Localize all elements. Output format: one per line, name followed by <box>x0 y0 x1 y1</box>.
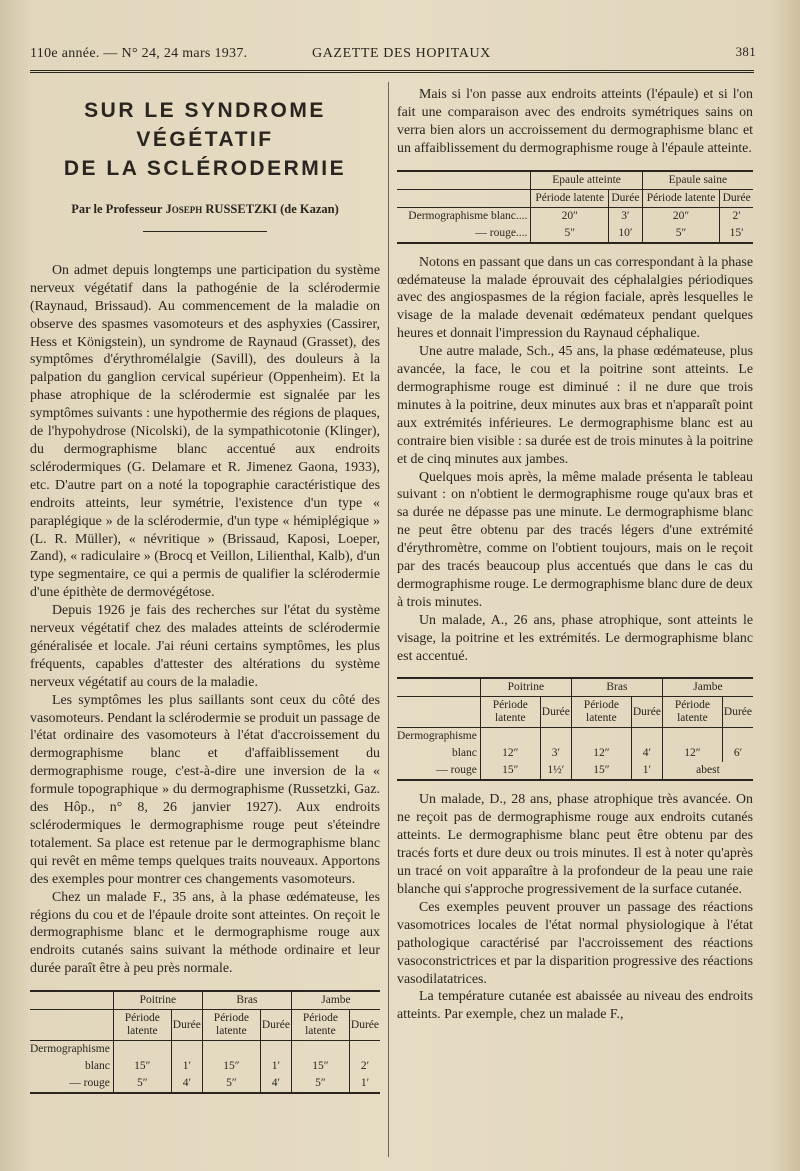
table-left-dermographism <box>30 990 380 1094</box>
cell: 4′ <box>631 745 662 762</box>
cell: 2′ <box>720 207 753 225</box>
cell: 10′ <box>609 225 643 243</box>
table-row <box>30 1058 380 1075</box>
author-last-name: RUSSETZKI <box>205 202 277 216</box>
group-header: Jambe <box>291 991 380 1010</box>
cell: 12″ <box>571 745 631 762</box>
page-header <box>30 44 756 64</box>
table-row <box>397 745 753 762</box>
cell: 4′ <box>171 1075 202 1093</box>
cell: 3′ <box>609 207 643 225</box>
group-header: Poitrine <box>480 678 571 697</box>
cell: 5″ <box>113 1075 171 1093</box>
cell: 20″ <box>642 207 720 225</box>
group-header: Jambe <box>662 678 753 697</box>
cell: 15″ <box>571 762 631 780</box>
page-number: 381 <box>735 44 756 59</box>
paragraph: Notons en passant que dans un cas correspondant à la phase œdémateuse la malade éprouvait des céphalalgies périodiques avec des angiospasmes de la région faciale, après lesquelles le visage de la malade devenait œdémateux pendant quelques heures et donnait l'impression du Raynaud céphalique. <box>397 254 753 342</box>
paragraph: Depuis 1926 je fais des recherches sur l'état du système nerveux végétatif chez des malades atteints de sclérodermie généralisée et locale. J'ai réuni certains symptômes, les plus fréquents, capables d'attester des altérations du système nerveux végétatif au cours de la maladie. <box>30 603 380 690</box>
subheader-duration: Durée <box>540 697 571 728</box>
table-row <box>397 207 753 225</box>
subheader-duration: Durée <box>349 1010 380 1041</box>
cell: 15″ <box>113 1058 171 1075</box>
paragraph: Chez un malade F., 35 ans, à la phase œdémateuse, les régions du cou et de l'épaule droite sont atteintes. On reçoit le dermographisme blanc et le dermographisme rouge aux endroits cutanés sains suivant la méthode ordinaire et leur durée paraît être à peu près normale. <box>30 889 380 977</box>
paragraph: Un malade, D., 28 ans, phase atrophique très avancée. On ne reçoit pas de dermographisme rouge aux endroits cutanés atteints. Le dermographisme blanc peut être obtenu par des tracés forts et dure deux ou trois minutes. Il est à noter qu'après un tracé on voit apparaître à la profondeur de la peau une raie blanche qui s'approche progressivement de la surface cutanée. <box>397 792 753 897</box>
row-label: — rouge <box>436 764 477 777</box>
group-header: Bras <box>571 678 662 697</box>
row-label: — rouge <box>69 1077 110 1090</box>
row-label-main: Dermographisme <box>397 730 477 743</box>
row-label-main: Dermographisme <box>30 1043 110 1056</box>
cell: 6′ <box>722 745 753 762</box>
subheader-latency: Période latente <box>642 189 720 207</box>
author-rule <box>143 231 267 232</box>
cell: 3′ <box>540 745 571 762</box>
author-place: (de Kazan) <box>280 202 339 216</box>
right-column <box>397 86 753 1024</box>
table-row <box>30 1075 380 1093</box>
paragraph: Un malade, A., 26 ans, phase atrophique, sont atteints le visage, la poitrine et les extrémités. Le dermographisme blanc est accentué. <box>397 612 753 664</box>
journal-name: GAZETTE DES HOPITAUX <box>312 46 491 61</box>
row-label: — rouge.... <box>475 226 528 239</box>
cell: 12″ <box>480 745 540 762</box>
cell: 5″ <box>202 1075 260 1093</box>
title-line-2: DE LA SCLÉRODERMIE <box>63 157 347 180</box>
cell: 15″ <box>202 1058 260 1075</box>
subheader-duration: Durée <box>631 697 662 728</box>
cell: 1′ <box>349 1075 380 1093</box>
cell: 12″ <box>662 745 722 762</box>
cell: 5″ <box>531 225 609 243</box>
paragraph: La température cutanée est abaissée au niveau des endroits atteints. Par exemple, chez un malade F., <box>397 989 753 1023</box>
cell: 1′ <box>171 1058 202 1075</box>
subheader-duration: Durée <box>260 1010 291 1041</box>
header-rule <box>30 70 754 74</box>
group-header: Epaule saine <box>642 171 753 190</box>
subheader-duration: Durée <box>171 1010 202 1041</box>
cell: 1½′ <box>540 762 571 780</box>
cell: 15″ <box>291 1058 349 1075</box>
row-label: blanc <box>84 1060 110 1073</box>
cell: 5″ <box>291 1075 349 1093</box>
article-title <box>30 96 380 183</box>
subheader-latency: Période latente <box>480 697 540 728</box>
subheader-duration: Durée <box>609 189 643 207</box>
paragraph: Ces exemples peuvent prouver un passage des réactions vasomotrices locales de l'état normal physiologique à l'état pathologique caractérisé par l'accroissement des réactions vasoconstrictrices et par la disparition progressive des réactions vasodilatatrices. <box>397 899 753 987</box>
cell: 20″ <box>531 207 609 225</box>
subheader-latency: Période latente <box>662 697 722 728</box>
subheader-latency: Période latente <box>291 1010 349 1041</box>
paragraph: Quelques mois après, la même malade présenta le tableau suivant : on n'obtient le dermographisme rouge qu'aux bras et sa durée ne dépasse pas une minute. Le dermographisme blanc ne peut être obtenu par des tracés légers d'une extrémité d'érythromètre, comme on l'obtient toujours, mais on le reçoit par des tracés beaucoup plus accentués que dans le cas du dermographisme rouge. Le dermographisme blanc dure de deux à trois minutes. <box>397 469 753 610</box>
article-author <box>30 201 380 219</box>
paragraph: Une autre malade, Sch., 45 ans, la phase œdémateuse, plus avancée, la face, le cou et la poitrine sont atteints. Le dermographisme rouge est diminué : il ne dure que trois minutes à la poitrine, deux minutes aux bras et n'apparaît point aux extrémités inférieures. Le dermographisme blanc est au contraire bien visible : sa durée est de trois minutes à la poitrine et de cinq minutes aux jambes. <box>397 344 753 467</box>
cell-absent: abest <box>662 762 753 780</box>
paragraph: Les symptômes les plus saillants sont ceux du côté des vasomoteurs. Pendant la sclérodermie se produit un passage de l'état ordinaire des vasomoteurs à l'état d'accroissement du dermographisme blanc et d'affaiblissement du dermographisme rouge, c'est-à-dire une inversion de la « formule topographique » du dermographisme (Russetzki, Gaz. des Hôp., n° 8, 26 janvier 1927). Aux endroits sclérodermiques le dermographisme rouge peut s'éteindre totalement. Sa place est retenue par le dermographisme blanc qui revêt en même temps quelques traits nouveaux. Apportons des exemples pour montrer ces changements vasomoteurs. <box>30 692 380 887</box>
cell: 2′ <box>349 1058 380 1075</box>
cell: 4′ <box>260 1075 291 1093</box>
subheader-latency: Période latente <box>571 697 631 728</box>
row-label: Dermographisme blanc.... <box>408 209 528 222</box>
cell: 15″ <box>480 762 540 780</box>
table-right-dermographism <box>397 677 753 781</box>
paragraph: On admet depuis longtemps une participation du système nerveux végétatif dans la pathogénie de la sclérodermie (Raynaud, Brissaud). Au commencement de la maladie on observe des spasmes vasomoteurs et des asphyxies (Cassirer, Hess et Königstein), un syndrome de Raynaud (Grasset), des symptômes d'érythromélalgie (Savill), des douleurs à la palpation du ganglion cervical supérieur (Oppenheim). Et la phase atrophique de la sclérodermie est signalée par les symptômes suivants : une hypothermie des régions de plaques, de l'hypohydrose (Nicolski), de la sympathicotonie (Klinger), du dermographisme blanc accentué aux endroits sclérodermiques (G. Delamare et R. Jimenez Gaona, 1933), etc. D'autre part on a noté la topographie caractéristique des endroits atteints, leur symétrie, l'existence d'un type « paraplégique » de la sclérodermie, d'un type « hémiplégique » (L. R. Müller), « névritique » (Brissaud, Kaposi, Loeper, Zand), « radiculaire » (Brocq et Veillon, Lilienthal, Kalb), d'un type segmentaire, ce qui a permis de qualifier la sclérodermie d'une épithète de dermovégétose. <box>30 262 380 601</box>
subheader-duration: Durée <box>720 189 753 207</box>
paragraph: Mais si l'on passe aux endroits atteints (l'épaule) et si l'on fait une comparaison avec des endroits symétriques sains on verra bien alors un accroissement du dermographisme blanc et un affaiblissement du dermographisme rouge à l'épaule atteinte. <box>397 87 753 156</box>
row-label: blanc <box>451 747 477 760</box>
column-divider <box>388 82 389 1157</box>
group-header: Poitrine <box>113 991 202 1010</box>
author-prefix: Par le Professeur <box>71 202 163 216</box>
subheader-latency: Période latente <box>113 1010 171 1041</box>
group-header: Epaule atteinte <box>531 171 642 190</box>
group-header: Bras <box>202 991 291 1010</box>
cell: 15′ <box>720 225 753 243</box>
author-first-name: Joseph <box>165 202 203 216</box>
subheader-duration: Durée <box>722 697 753 728</box>
cell: 1′ <box>260 1058 291 1075</box>
subheader-latency: Période latente <box>531 189 609 207</box>
table-row <box>397 762 753 780</box>
table-row <box>397 225 753 243</box>
table-shoulder <box>397 170 753 244</box>
cell: 1′ <box>631 762 662 780</box>
left-column <box>30 86 380 1104</box>
title-line-1: SUR LE SYNDROME VÉGÉTATIF <box>84 99 326 151</box>
subheader-latency: Période latente <box>202 1010 260 1041</box>
cell: 5″ <box>642 225 720 243</box>
issue-info: 110e année. — N° 24, 24 mars 1937. <box>30 46 248 61</box>
